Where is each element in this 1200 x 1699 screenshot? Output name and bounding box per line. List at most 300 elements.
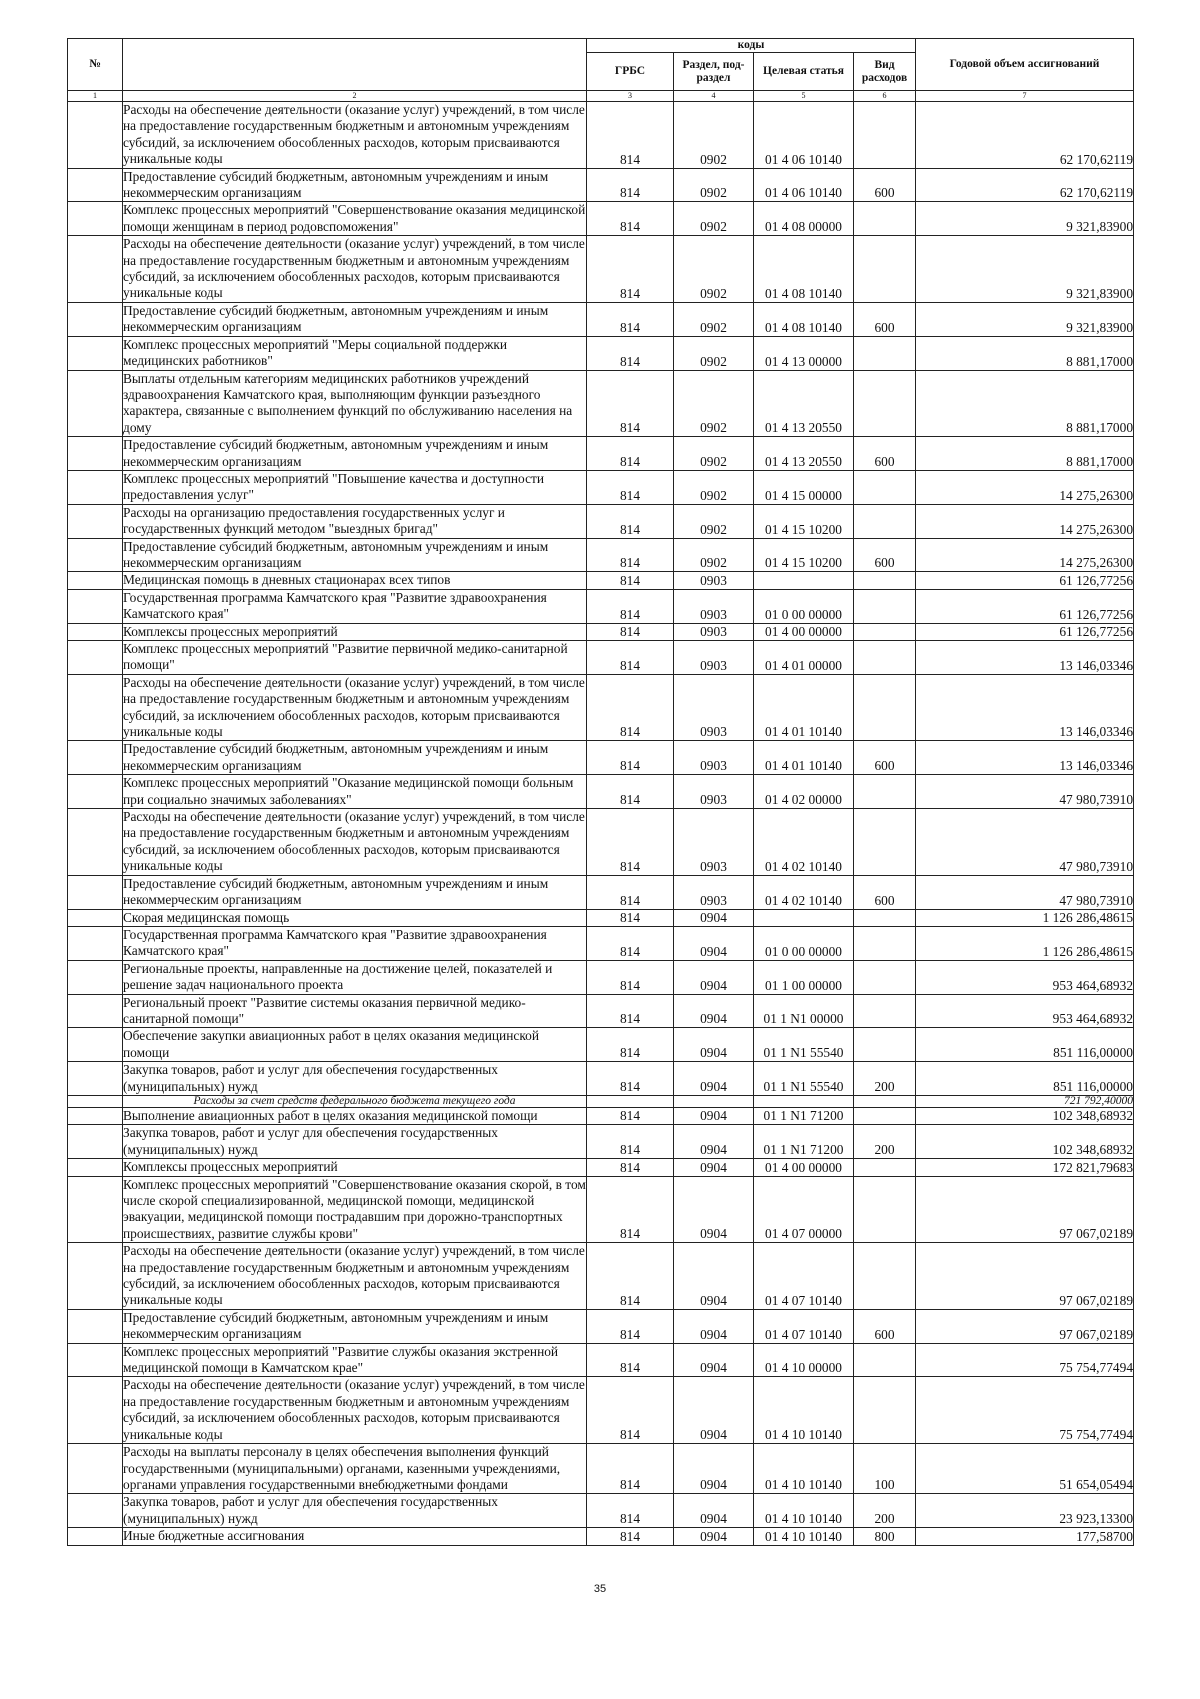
row-grbs-cell: 814 (587, 741, 674, 775)
row-section-cell: 0904 (674, 960, 754, 994)
row-grbs-cell: 814 (587, 1444, 674, 1494)
row-name-cell: Комплекс процессных мероприятий "Меры социальной поддержки медицинских работников" (123, 336, 587, 370)
row-amount-cell: 97 067,02189 (916, 1243, 1134, 1310)
row-grbs-cell: 814 (587, 775, 674, 809)
row-grbs-cell: 814 (587, 641, 674, 675)
row-target-article-cell: 01 4 13 20550 (754, 437, 854, 471)
row-target-article-cell: 01 1 N1 55540 (754, 1028, 854, 1062)
row-name-cell: Предоставление субсидий бюджетным, автономным учреждениям и иным некоммерческим организациям (123, 741, 587, 775)
row-number-cell (68, 1125, 123, 1159)
row-amount-cell: 97 067,02189 (916, 1176, 1134, 1243)
row-expense-type-cell (854, 1377, 916, 1444)
row-amount-cell: 102 348,68932 (916, 1125, 1134, 1159)
row-section-cell: 0904 (674, 1309, 754, 1343)
row-target-article-cell: 01 4 06 10140 (754, 168, 854, 202)
table-row (68, 1377, 1134, 1444)
table-row (68, 102, 1134, 169)
row-amount-cell: 13 146,03346 (916, 641, 1134, 675)
row-expense-type-cell: 600 (854, 168, 916, 202)
table-row (68, 1343, 1134, 1377)
row-grbs-cell: 814 (587, 370, 674, 437)
row-expense-type-cell (854, 641, 916, 675)
row-grbs-cell: 814 (587, 1309, 674, 1343)
column-number: 3 (587, 91, 674, 102)
row-expense-type-cell (854, 336, 916, 370)
row-number-cell (68, 589, 123, 623)
row-name-cell: Комплекс процессных мероприятий "Повышение качества и доступности предоставления услуг" (123, 470, 587, 504)
row-number-cell (68, 168, 123, 202)
row-amount-cell: 62 170,62119 (916, 102, 1134, 169)
row-name-cell: Скорая медицинская помощь (123, 909, 587, 926)
table-row (68, 1444, 1134, 1494)
row-target-article-cell: 01 1 N1 71200 (754, 1107, 854, 1124)
row-expense-type-cell (854, 1095, 916, 1107)
row-number-cell (68, 302, 123, 336)
row-expense-type-cell (854, 236, 916, 303)
row-name-cell: Расходы на обеспечение деятельности (оказание услуг) учреждений, в том числе на предоставление государственным бюджетным и автономным учреждениям субсидий, за исключением обособленных расходов, которым присваиваются уникальные коды (123, 1243, 585, 1308)
table-row (68, 336, 1134, 370)
row-grbs-cell: 814 (587, 1028, 674, 1062)
row-grbs-cell: 814 (587, 960, 674, 994)
row-number-cell (68, 674, 123, 741)
row-amount-cell: 172 821,79683 (916, 1159, 1134, 1176)
row-number-cell (68, 1107, 123, 1124)
row-name-cell: Обеспечение закупки авиационных работ в целях оказания медицинской помощи (123, 1028, 587, 1062)
row-amount-cell: 13 146,03346 (916, 741, 1134, 775)
column-number: 6 (854, 91, 916, 102)
row-section-cell: 0902 (674, 102, 754, 169)
header-number: № (68, 39, 123, 91)
table-row (68, 926, 1134, 960)
row-number-cell (68, 1494, 123, 1528)
row-target-article-cell: 01 4 10 00000 (754, 1343, 854, 1377)
table-body (68, 102, 1134, 1546)
column-number: 4 (674, 91, 754, 102)
row-expense-type-cell (854, 572, 916, 589)
row-expense-type-cell: 600 (854, 875, 916, 909)
table-row (68, 1107, 1134, 1124)
row-grbs-cell: 814 (587, 1176, 674, 1243)
row-name-cell: Комплексы процессных мероприятий (123, 623, 587, 640)
row-section-cell: 0904 (674, 1159, 754, 1176)
row-amount-cell: 177,58700 (916, 1528, 1134, 1545)
table-row (68, 994, 1134, 1028)
row-section-cell: 0903 (674, 589, 754, 623)
row-grbs-cell: 814 (587, 1125, 674, 1159)
row-name-cell: Закупка товаров, работ и услуг для обеспечения государственных (муниципальных) нужд (123, 1125, 587, 1159)
row-section-cell: 0903 (674, 809, 754, 876)
row-expense-type-cell (854, 1176, 916, 1243)
row-amount-cell: 14 275,26300 (916, 504, 1134, 538)
row-expense-type-cell (854, 926, 916, 960)
row-name-cell: Государственная программа Камчатского края "Развитие здравоохранения Камчатского края" (123, 926, 587, 960)
table-row (68, 538, 1134, 572)
column-number: 1 (68, 91, 123, 102)
table-row (68, 572, 1134, 589)
table-row (68, 875, 1134, 909)
table-row (68, 1528, 1134, 1545)
row-expense-type-cell (854, 1243, 916, 1310)
row-grbs-cell: 814 (587, 1159, 674, 1176)
row-section-cell: 0904 (674, 1494, 754, 1528)
row-name-cell: Закупка товаров, работ и услуг для обеспечения государственных (муниципальных) нужд (123, 1062, 587, 1096)
row-grbs-cell: 814 (587, 1377, 674, 1444)
row-section-cell: 0904 (674, 1343, 754, 1377)
row-section-cell: 0902 (674, 302, 754, 336)
row-section-cell: 0903 (674, 775, 754, 809)
table-row (68, 302, 1134, 336)
row-target-article-cell: 01 1 N1 71200 (754, 1125, 854, 1159)
row-grbs-cell: 814 (587, 572, 674, 589)
row-section-cell: 0904 (674, 1176, 754, 1243)
row-name-cell: Комплекс процессных мероприятий "Совершенствование оказания скорой, в том числе скорой специализированной, медицинской помощи, медицинской эвакуации, медицинской помощи пострадавшим при дорожно-транспортных происшествиях, развитие службы крови" (123, 1176, 586, 1241)
row-expense-type-cell (854, 623, 916, 640)
table-row (68, 674, 1134, 741)
row-amount-cell: 14 275,26300 (916, 538, 1134, 572)
row-expense-type-cell (854, 504, 916, 538)
row-name-cell: Расходы на обеспечение деятельности (оказание услуг) учреждений, в том числе на предоставление государственным бюджетным и автономным учреждениям субсидий, за исключением обособленных расходов, которым присваиваются уникальные коды (123, 674, 585, 740)
row-name-cell: Медицинская помощь в дневных стационарах всех типов (123, 572, 587, 589)
row-number-cell (68, 1062, 123, 1096)
row-number-cell (68, 960, 123, 994)
table-row (68, 1125, 1134, 1159)
table-row (68, 1095, 1134, 1107)
row-grbs-cell: 814 (587, 168, 674, 202)
row-number-cell (68, 641, 123, 675)
row-expense-type-cell: 200 (854, 1494, 916, 1528)
row-name-cell: Комплекс процессных мероприятий "Развитие службы оказания экстренной медицинской помощи в Камчатском крае" (123, 1343, 587, 1377)
row-number-cell (68, 1309, 123, 1343)
row-expense-type-cell: 600 (854, 1309, 916, 1343)
row-expense-type-cell: 600 (854, 302, 916, 336)
row-grbs-cell: 814 (587, 336, 674, 370)
table-row (68, 809, 1134, 876)
table-header (68, 39, 1134, 102)
header-codes: коды (587, 39, 916, 53)
row-name-cell: Выплаты отдельным категориям медицинских работников учреждений здравоохранения Камчатского края, выполняющим функции разъездного характера, связанные с выполнением функций по обслуживанию населения на дому (123, 370, 587, 437)
row-number-cell (68, 875, 123, 909)
row-number-cell (68, 236, 123, 303)
row-target-article-cell: 01 1 N1 55540 (754, 1062, 854, 1096)
row-amount-cell: 953 464,68932 (916, 994, 1134, 1028)
row-section-cell: 0904 (674, 1528, 754, 1545)
row-target-article-cell: 01 4 08 10140 (754, 302, 854, 336)
row-number-cell (68, 437, 123, 471)
row-expense-type-cell: 800 (854, 1528, 916, 1545)
row-number-cell (68, 1095, 123, 1107)
row-grbs-cell: 814 (587, 994, 674, 1028)
row-amount-cell: 9 321,83900 (916, 302, 1134, 336)
row-name-cell: Предоставление субсидий бюджетным, автономным учреждениям и иным некоммерческим организациям (123, 1309, 587, 1343)
row-section-cell: 0904 (674, 1125, 754, 1159)
budget-allocation-table (67, 38, 1134, 1546)
row-target-article-cell: 01 4 08 10140 (754, 236, 854, 303)
row-number-cell (68, 1377, 123, 1444)
row-number-cell (68, 202, 123, 236)
row-name-cell: Предоставление субсидий бюджетным, автономным учреждениям и иным некоммерческим организациям (123, 168, 587, 202)
row-target-article-cell: 01 4 13 20550 (754, 370, 854, 437)
column-number-row (68, 91, 1134, 102)
row-name-cell: Предоставление субсидий бюджетным, автономным учреждениям и иным некоммерческим организациям (123, 538, 587, 572)
table-row (68, 1062, 1134, 1096)
row-number-cell (68, 809, 123, 876)
row-name-cell: Расходы за счет средств федерального бюджета текущего года (123, 1095, 587, 1107)
row-section-cell: 0903 (674, 623, 754, 640)
row-section-cell: 0902 (674, 168, 754, 202)
row-amount-cell: 62 170,62119 (916, 168, 1134, 202)
row-grbs-cell (587, 1095, 674, 1107)
row-section-cell: 0904 (674, 909, 754, 926)
table-row (68, 641, 1134, 675)
row-section-cell: 0902 (674, 202, 754, 236)
row-expense-type-cell (854, 809, 916, 876)
row-number-cell (68, 909, 123, 926)
table-row (68, 370, 1134, 437)
row-amount-cell: 23 923,13300 (916, 1494, 1134, 1528)
row-number-cell (68, 370, 123, 437)
row-grbs-cell: 814 (587, 926, 674, 960)
row-target-article-cell: 01 4 10 10140 (754, 1377, 854, 1444)
row-target-article-cell: 01 0 00 00000 (754, 926, 854, 960)
row-section-cell: 0902 (674, 504, 754, 538)
table-row (68, 909, 1134, 926)
row-number-cell (68, 1343, 123, 1377)
row-grbs-cell: 814 (587, 102, 674, 169)
row-amount-cell: 102 348,68932 (916, 1107, 1134, 1124)
row-name-cell: Предоставление субсидий бюджетным, автономным учреждениям и иным некоммерческим организациям (123, 875, 587, 909)
row-amount-cell: 75 754,77494 (916, 1343, 1134, 1377)
table-row (68, 470, 1134, 504)
row-expense-type-cell: 600 (854, 741, 916, 775)
row-name-cell: Расходы на организацию предоставления государственных услуг и государственных функций методом "выездных бригад" (123, 504, 587, 538)
row-expense-type-cell (854, 470, 916, 504)
row-grbs-cell: 814 (587, 875, 674, 909)
row-expense-type-cell (854, 370, 916, 437)
row-section-cell (674, 1095, 754, 1107)
row-target-article-cell: 01 4 02 10140 (754, 809, 854, 876)
row-target-article-cell: 01 4 01 10140 (754, 674, 854, 741)
row-amount-cell: 13 146,03346 (916, 674, 1134, 741)
row-amount-cell: 1 126 286,48615 (916, 909, 1134, 926)
row-grbs-cell: 814 (587, 302, 674, 336)
row-target-article-cell (754, 1095, 854, 1107)
row-amount-cell: 8 881,17000 (916, 370, 1134, 437)
row-target-article-cell: 01 1 N1 00000 (754, 994, 854, 1028)
table-row (68, 1243, 1134, 1310)
row-number-cell (68, 775, 123, 809)
row-name-cell: Комплекс процессных мероприятий "Развитие первичной медико-санитарной помощи" (123, 641, 587, 675)
row-amount-cell: 721 792,40000 (916, 1095, 1134, 1107)
table-row (68, 1309, 1134, 1343)
column-number: 5 (754, 91, 854, 102)
row-expense-type-cell (854, 1159, 916, 1176)
header-grbs: ГРБС (587, 53, 674, 91)
row-grbs-cell: 814 (587, 1243, 674, 1310)
row-amount-cell: 8 881,17000 (916, 437, 1134, 471)
header-section: Раздел, под-раздел (674, 53, 754, 91)
row-target-article-cell: 01 4 10 10140 (754, 1444, 854, 1494)
table-row (68, 437, 1134, 471)
row-name-cell: Государственная программа Камчатского края "Развитие здравоохранения Камчатского края" (123, 589, 587, 623)
row-name-cell: Расходы на обеспечение деятельности (оказание услуг) учреждений, в том числе на предоставление государственным бюджетным и автономным учреждениям субсидий, за исключением обособленных расходов, которым присваиваются уникальные коды (123, 102, 585, 167)
row-section-cell: 0903 (674, 741, 754, 775)
row-number-cell (68, 572, 123, 589)
row-amount-cell: 61 126,77256 (916, 589, 1134, 623)
row-number-cell (68, 1176, 123, 1243)
table-row (68, 960, 1134, 994)
row-name-cell: Выполнение авиационных работ в целях оказания медицинской помощи (123, 1107, 587, 1124)
row-amount-cell: 47 980,73910 (916, 875, 1134, 909)
row-target-article-cell: 01 4 01 00000 (754, 641, 854, 675)
row-name-cell: Расходы на обеспечение деятельности (оказание услуг) учреждений, в том числе на предоставление государственным бюджетным и автономным учреждениям субсидий, за исключением обособленных расходов, которым присваиваются уникальные коды (123, 236, 585, 301)
row-amount-cell: 9 321,83900 (916, 202, 1134, 236)
row-amount-cell: 61 126,77256 (916, 623, 1134, 640)
row-amount-cell: 8 881,17000 (916, 336, 1134, 370)
row-target-article-cell: 01 4 08 00000 (754, 202, 854, 236)
row-grbs-cell: 814 (587, 504, 674, 538)
row-amount-cell: 953 464,68932 (916, 960, 1134, 994)
row-name-cell: Расходы на обеспечение деятельности (оказание услуг) учреждений, в том числе на предоставление государственным бюджетным и автономным учреждениям субсидий, за исключением обособленных расходов, которым присваиваются уникальные коды (123, 1377, 585, 1442)
column-number: 7 (916, 91, 1134, 102)
row-number-cell (68, 1159, 123, 1176)
row-expense-type-cell (854, 1343, 916, 1377)
row-number-cell (68, 102, 123, 169)
row-name-cell: Расходы на выплаты персоналу в целях обеспечения выполнения функций государственными (муниципальными) органами, казенными учреждениями, органами управления государственными внебюджетными фондами (123, 1444, 587, 1494)
row-grbs-cell: 814 (587, 1494, 674, 1528)
row-grbs-cell: 814 (587, 674, 674, 741)
row-grbs-cell: 814 (587, 236, 674, 303)
row-section-cell: 0904 (674, 1243, 754, 1310)
row-target-article-cell (754, 909, 854, 926)
row-section-cell: 0903 (674, 674, 754, 741)
row-expense-type-cell: 200 (854, 1062, 916, 1096)
row-amount-cell: 47 980,73910 (916, 775, 1134, 809)
row-target-article-cell: 01 4 10 10140 (754, 1528, 854, 1545)
row-target-article-cell: 01 1 00 00000 (754, 960, 854, 994)
row-section-cell: 0904 (674, 1028, 754, 1062)
row-grbs-cell: 814 (587, 1343, 674, 1377)
row-grbs-cell: 814 (587, 809, 674, 876)
row-number-cell (68, 994, 123, 1028)
row-amount-cell: 51 654,05494 (916, 1444, 1134, 1494)
row-target-article-cell: 01 4 07 00000 (754, 1176, 854, 1243)
row-section-cell: 0904 (674, 994, 754, 1028)
row-amount-cell: 75 754,77494 (916, 1377, 1134, 1444)
table-row (68, 1176, 1134, 1243)
table-row (68, 741, 1134, 775)
row-grbs-cell: 814 (587, 437, 674, 471)
row-amount-cell: 97 067,02189 (916, 1309, 1134, 1343)
row-amount-cell: 851 116,00000 (916, 1028, 1134, 1062)
row-expense-type-cell (854, 1107, 916, 1124)
row-amount-cell: 47 980,73910 (916, 809, 1134, 876)
row-expense-type-cell (854, 674, 916, 741)
header-target-article: Целевая статья (754, 53, 854, 91)
row-section-cell: 0904 (674, 1444, 754, 1494)
row-grbs-cell: 814 (587, 623, 674, 640)
table-row (68, 623, 1134, 640)
row-target-article-cell: 01 4 07 10140 (754, 1243, 854, 1310)
row-section-cell: 0903 (674, 875, 754, 909)
row-target-article-cell: 01 4 15 10200 (754, 504, 854, 538)
row-section-cell: 0902 (674, 336, 754, 370)
row-expense-type-cell: 600 (854, 538, 916, 572)
row-number-cell (68, 470, 123, 504)
row-grbs-cell: 814 (587, 1107, 674, 1124)
row-number-cell (68, 1528, 123, 1545)
row-expense-type-cell: 600 (854, 437, 916, 471)
row-expense-type-cell (854, 775, 916, 809)
row-number-cell (68, 1243, 123, 1310)
row-expense-type-cell: 100 (854, 1444, 916, 1494)
row-number-cell (68, 623, 123, 640)
table-row (68, 1028, 1134, 1062)
row-name-cell: Комплекс процессных мероприятий "Оказание медицинской помощи больным при социально значимых заболеваниях" (123, 775, 587, 809)
row-expense-type-cell (854, 909, 916, 926)
row-number-cell (68, 741, 123, 775)
row-expense-type-cell (854, 102, 916, 169)
row-section-cell: 0902 (674, 370, 754, 437)
row-expense-type-cell (854, 202, 916, 236)
table-row (68, 1494, 1134, 1528)
row-number-cell (68, 1444, 123, 1494)
row-target-article-cell: 01 4 00 00000 (754, 1159, 854, 1176)
row-amount-cell: 9 321,83900 (916, 236, 1134, 303)
column-number: 2 (123, 91, 587, 102)
row-number-cell (68, 1028, 123, 1062)
row-section-cell: 0902 (674, 236, 754, 303)
row-number-cell (68, 504, 123, 538)
header-annual-volume: Годовой объем ассигнований (916, 39, 1134, 91)
row-grbs-cell: 814 (587, 589, 674, 623)
row-name-cell: Предоставление субсидий бюджетным, автономным учреждениям и иным некоммерческим организациям (123, 437, 587, 471)
row-grbs-cell: 814 (587, 1528, 674, 1545)
row-section-cell: 0902 (674, 470, 754, 504)
row-target-article-cell: 01 4 07 10140 (754, 1309, 854, 1343)
row-section-cell: 0902 (674, 538, 754, 572)
header-expense-type: Вид расходов (854, 53, 916, 91)
row-target-article-cell: 01 4 15 10200 (754, 538, 854, 572)
row-grbs-cell: 814 (587, 202, 674, 236)
row-amount-cell: 1 126 286,48615 (916, 926, 1134, 960)
row-number-cell (68, 336, 123, 370)
table-row (68, 236, 1134, 303)
row-section-cell: 0904 (674, 1377, 754, 1444)
row-name-cell: Комплекс процессных мероприятий "Совершенствование оказания медицинской помощи женщинам в период родовспоможения" (123, 202, 586, 234)
row-target-article-cell: 01 4 15 00000 (754, 470, 854, 504)
row-expense-type-cell (854, 960, 916, 994)
row-section-cell: 0903 (674, 572, 754, 589)
row-name-cell: Иные бюджетные ассигнования (123, 1528, 587, 1545)
row-section-cell: 0903 (674, 641, 754, 675)
row-target-article-cell: 01 0 00 00000 (754, 589, 854, 623)
row-grbs-cell: 814 (587, 538, 674, 572)
row-target-article-cell: 01 4 06 10140 (754, 102, 854, 169)
row-target-article-cell: 01 4 10 10140 (754, 1494, 854, 1528)
row-amount-cell: 851 116,00000 (916, 1062, 1134, 1096)
row-name-cell: Комплексы процессных мероприятий (123, 1159, 587, 1176)
row-target-article-cell: 01 4 01 10140 (754, 741, 854, 775)
row-name-cell: Предоставление субсидий бюджетным, автономным учреждениям и иным некоммерческим организациям (123, 302, 587, 336)
row-amount-cell: 61 126,77256 (916, 572, 1134, 589)
row-grbs-cell: 814 (587, 470, 674, 504)
row-number-cell (68, 926, 123, 960)
table-row (68, 202, 1134, 236)
row-target-article-cell: 01 4 00 00000 (754, 623, 854, 640)
row-number-cell (68, 538, 123, 572)
row-name-cell: Закупка товаров, работ и услуг для обеспечения государственных (муниципальных) нужд (123, 1494, 587, 1528)
row-expense-type-cell (854, 994, 916, 1028)
